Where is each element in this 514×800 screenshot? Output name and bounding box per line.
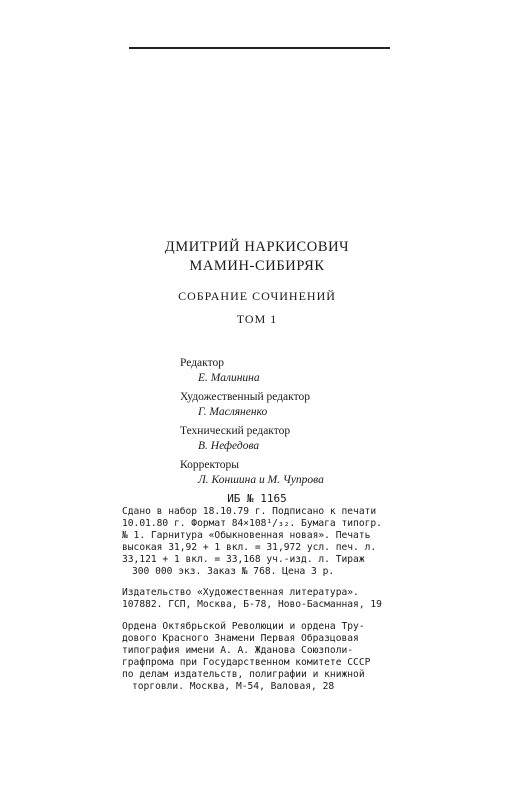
printer-line: Ордена Октябрьской Революции и ордена Тру- bbox=[122, 621, 365, 633]
author-name bbox=[0, 238, 514, 276]
imprint-block bbox=[122, 506, 392, 703]
credit-role-proofreaders: Корректоры bbox=[180, 459, 239, 471]
print-info-line: 300 000 экз. Заказ № 768. Цена 3 р. bbox=[132, 565, 335, 577]
credit-name-editor: Е. Малинина bbox=[198, 371, 260, 384]
print-info-paragraph bbox=[122, 506, 392, 577]
credit-name-art-editor: Г. Масляненко bbox=[198, 405, 268, 418]
author-name-line-2: МАМИН-СИБИРЯК bbox=[189, 258, 325, 274]
printer-line: графпрома при Государственном комитете СССР bbox=[122, 656, 371, 668]
print-info-line: высокая 31,92 + 1 вкл. = 31,972 усл. печ. л. bbox=[122, 541, 377, 553]
credit-role-tech-editor: Технический редактор bbox=[180, 425, 291, 437]
printer-line: по делам издательств, полиграфии и книжной bbox=[122, 668, 365, 680]
publisher-line: Издательство «Художественная литература». bbox=[122, 587, 359, 599]
ib-number: ИБ № 1165 bbox=[227, 492, 287, 505]
printer-line: торговли. Москва, М-54, Валовая, 28 bbox=[132, 680, 335, 692]
credit-name-tech-editor: В. Нефедова bbox=[198, 439, 260, 452]
print-info-line: 33,121 + 1 вкл. = 33,168 уч.-изд. л. Тираж bbox=[122, 553, 365, 565]
printer-line: типография имени А. А. Жданова Союзполи- bbox=[122, 645, 354, 657]
publisher-line: 107882. ГСП, Москва, Б-78, Ново-Басманная, 19 bbox=[122, 599, 382, 611]
printer-paragraph bbox=[122, 621, 392, 692]
print-info-line: 10.01.80 г. Формат 84×108¹/₃₂. Бумага типогр. bbox=[122, 517, 382, 529]
collection-title: СОБРАНИЕ СОЧИНЕНИЙ bbox=[178, 289, 336, 303]
credit-role-editor: Редактор bbox=[180, 357, 224, 369]
credits-block bbox=[180, 356, 324, 487]
print-info-line: № 1. Гарнитура «Обыкновенная новая». Печать bbox=[122, 529, 371, 541]
author-name-line-1: ДМИТРИЙ НАРКИСОВИЧ bbox=[164, 239, 350, 255]
credit-name-proofreaders: Л. Коншина и М. Чупрова bbox=[198, 473, 324, 486]
publisher-paragraph bbox=[122, 587, 392, 611]
printer-line: дового Красного Знамени Первая Образцовая bbox=[122, 633, 359, 645]
top-rule bbox=[129, 47, 390, 49]
credit-role-art-editor: Художественный редактор bbox=[180, 391, 310, 403]
volume-label: ТОМ 1 bbox=[236, 312, 278, 326]
print-info-line: Сдано в набор 18.10.79 г. Подписано к печати bbox=[122, 506, 377, 517]
